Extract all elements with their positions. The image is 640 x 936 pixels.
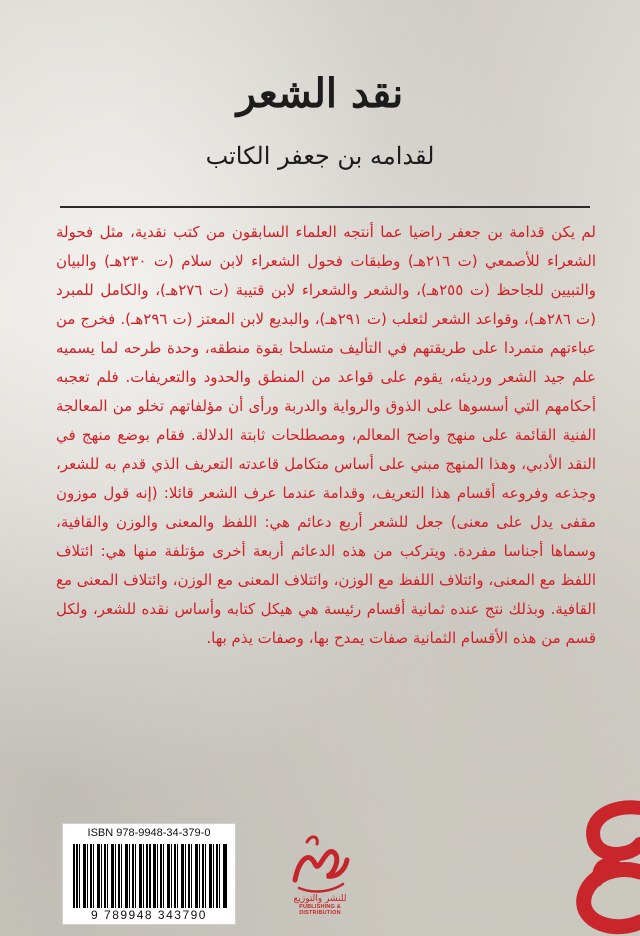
book-title: نقد الشعر <box>236 70 404 117</box>
blurb-paragraph: لم يكن قدامة بن جعفر راضيا عما أنتجه العلماء السابقون من كتب نقدية، مثل فحولة الشعراء للأصمعي (ت ٢١٦هـ) وطبقات فحول الشعراء لابن سلام (ت ٢٣٠هـ) والبيان والتبيين للجاحظ (ت ٢٥٥هـ)، والشعر والشعراء لابن قتيبة (ت ٢٧٦هـ)، والكامل للمبرد (ت ٢٨٦هـ)، وقواعد الشعر لثعلب (ت ٢٩١هـ)، والبديع لابن المعتز (ت ٢٩٦هـ). فخرج من عباءتهم متمردا على طريقتهم في التأليف متسلحا بقوة منطقه، وحدة طرحه لما يسميه علم جيد الشعر ورديئه، يقوم على قواعد من المنطق والحدود والتعريفات. فلم تعجبه أحكامهم التي أسسوها على الذوق والرواية والدربة ورأى أن مؤلفاتهم تخلو من المعالجة الفنية القائمة على منهج واضح المعالم، ومصطلحات ثابتة الدلالة. فقام بوضع منهج في النقد الأدبي، وهذا المنهج مبني على أساس متكامل قاعدته التعريف الذي قدم به للشعر، وجذعه وفروعه أقسام هذا التعريف، وقدامة عندما عرف الشعر قائلا: (إنه قول موزون مقفى يدل على معنى) جعل للشعر أربع دعائم هي: اللفظ والمعنى والوزن والقافية، وسماها أجناسا مفردة. ويتركب من هذه الدعائم أربعة أخرى مؤتلفة منها هي: ائتلاف اللفظ مع المعنى، وائتلاف اللفظ مع الوزن، وائتلاف المعنى مع الوزن، وائتلاف المعنى مع القافية. وبذلك نتج عنده ثمانية أقسام رئيسة هي هيكل كتابه وأساس نقده للشعر، ولكل قسم من هذه الأقسام الثمانية صفات يمدح بها، وصفات يذم بها. <box>56 223 596 647</box>
title-divider <box>60 206 590 208</box>
barcode-guard-center <box>149 844 151 914</box>
publisher-calligraphy-logo <box>285 830 355 898</box>
isbn-number: ISBN 978-9948-34-379-0 <box>87 827 211 839</box>
barcode-guard-right <box>225 844 227 914</box>
decorative-calligraphy <box>528 800 640 936</box>
blurb-text <box>56 218 596 653</box>
barcode-digits: 9 789948 343790 <box>67 908 231 922</box>
publisher-logo <box>280 830 360 930</box>
isbn-barcode <box>62 823 236 925</box>
publisher-tagline-arabic: للنشر والتوزيع <box>293 894 347 904</box>
publisher-tagline-english: PUBLISHING & DISTRIBUTION <box>299 904 341 916</box>
book-author: لقدامه بن جعفر الكاتب <box>205 142 435 170</box>
barcode-guard-left <box>73 844 75 914</box>
